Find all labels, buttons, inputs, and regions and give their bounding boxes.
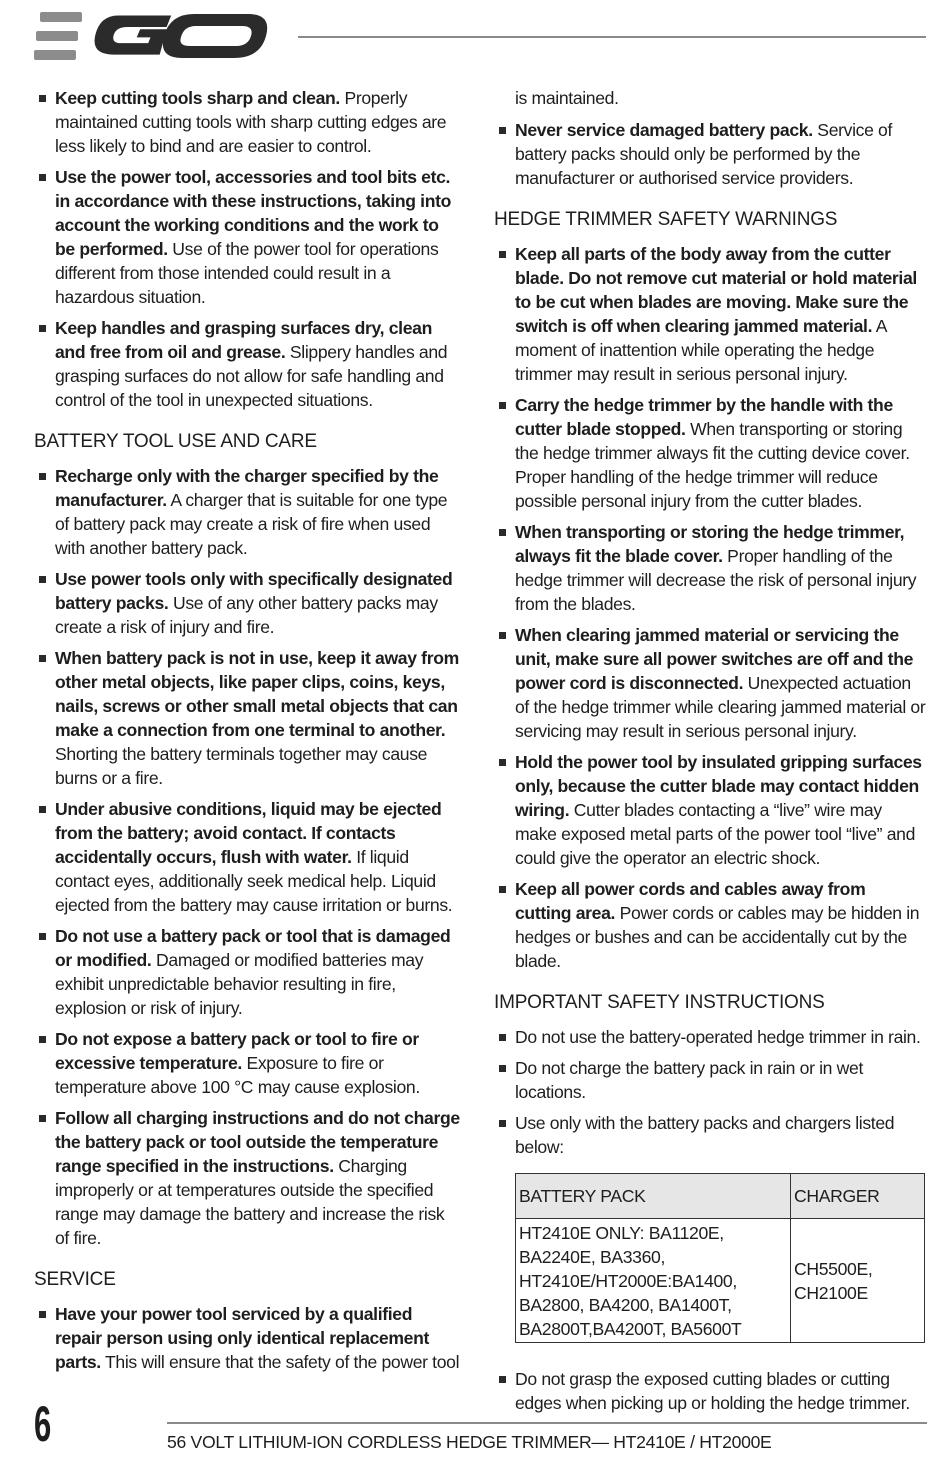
table-cell-chargers bbox=[791, 1219, 925, 1343]
list-item: Recharge only with the charger specified by the manufacturer. A charger that is suitable for one type of battery pack may create a risk of fire when used with another battery pack. bbox=[34, 464, 462, 560]
list-item: When transporting or storing the hedge trimmer, always fit the blade cover. Proper handling of the hedge trimmer will decrease the risk of personal injury from the blades. bbox=[494, 520, 926, 616]
list-item: When clearing jammed material or servicing the unit, make sure all power switches are off and the power cord is disconnected. Unexpected actuation of the hedge trimmer while clearing jammed material or servicing may result in serious personal injury. bbox=[494, 623, 926, 743]
section-heading-hedge: HEDGE TRIMMER SAFETY WARNINGS bbox=[494, 209, 838, 230]
list-item: Do not use a battery pack or tool that is damaged or modified. Damaged or modified batteries may exhibit unpredictable behavior resulting in fire, explosion or risk of injury. bbox=[34, 924, 462, 1020]
bullet-square-icon bbox=[499, 402, 506, 409]
list-item: Have your power tool serviced by a qualified repair person using only identical replacement parts. This will ensure that the safety of the power tool bbox=[34, 1302, 462, 1374]
bullet-square-icon bbox=[39, 473, 46, 480]
list-item: Do not expose a battery pack or tool to fire or excessive temperature. Exposure to fire or temperature above 100 °C may cause explosion. bbox=[34, 1027, 462, 1099]
section-heading-service: SERVICE bbox=[34, 1269, 116, 1290]
bullet-square-icon bbox=[499, 251, 506, 258]
battery-charger-table bbox=[515, 1173, 925, 1343]
list-item: Do not charge the battery pack in rain or in wet locations. bbox=[494, 1056, 926, 1104]
section-heading-battery: BATTERY TOOL USE AND CARE bbox=[34, 431, 317, 452]
bullet-square-icon bbox=[39, 1036, 46, 1043]
bullet-square-icon bbox=[39, 933, 46, 940]
table-header-charger: CHARGER bbox=[791, 1174, 925, 1219]
list-item: Carry the hedge trimmer by the handle with the cutter blade stopped. When transporting or storing the hedge trimmer always fit the cutting device cover. Proper handling of the hedge trimmer will reduce possible personal injury from the cutter blades. bbox=[494, 393, 926, 513]
battery-pack-line: HT2410E ONLY: BA1120E, bbox=[519, 1223, 724, 1243]
list-item: Use power tools only with specifically designated battery packs. Use of any other battery packs may create a risk of injury and fire. bbox=[34, 567, 462, 639]
table-cell-battery-packs bbox=[516, 1219, 791, 1343]
list-item: Keep handles and grasping surfaces dry, clean and free from oil and grease. Slippery handles and grasping surfaces do not allow for safe handling and control of the tool in unexpected situations. bbox=[34, 316, 462, 412]
battery-pack-line: HT2410E/HT2000E:BA1400, bbox=[519, 1271, 737, 1291]
bullet-square-icon bbox=[39, 806, 46, 813]
bullet-square-icon bbox=[39, 174, 46, 181]
bullet-square-icon bbox=[499, 1376, 506, 1383]
bullet-square-icon bbox=[39, 325, 46, 332]
bullet-square-icon bbox=[499, 1034, 506, 1041]
bullet-square-icon bbox=[499, 529, 506, 536]
list-item: Hold the power tool by insulated gripping surfaces only, because the cutter blade may contact hidden wiring. Cutter blades contacting a “live” wire may make exposed metal parts of the power tool “live” and could give the operator an electric shock. bbox=[494, 750, 926, 870]
bullet-square-icon bbox=[39, 1311, 46, 1318]
header-rule bbox=[298, 36, 926, 38]
battery-pack-line: BA2800, BA4200, BA1400T, bbox=[519, 1295, 732, 1315]
bullet-square-icon bbox=[39, 655, 46, 662]
bullet-square-icon bbox=[499, 886, 506, 893]
table-header-battery: BATTERY PACK bbox=[516, 1174, 791, 1219]
list-item: Follow all charging instructions and do not charge the battery pack or tool outside the temperature range specified in the instructions. Charging improperly or at temperatures outside the specified range may damage the battery and increase the risk of fire. bbox=[34, 1106, 462, 1250]
bullet-square-icon bbox=[39, 576, 46, 583]
list-item: Keep all power cords and cables away from cutting area. Power cords or cables may be hidden in hedges or bushes and can be accidentally cut by the blade. bbox=[494, 877, 926, 973]
bullet-square-icon bbox=[499, 127, 506, 134]
list-item: Do not grasp the exposed cutting blades or cutting edges when picking up or holding the hedge trimmer. bbox=[494, 1367, 926, 1415]
bullet-square-icon bbox=[499, 759, 506, 766]
list-item: Use only with the battery packs and chargers listed below: bbox=[494, 1111, 926, 1159]
left-column bbox=[34, 86, 462, 1381]
list-item: Never service damaged battery pack. Service of battery packs should only be performed by the manufacturer or authorised service providers. bbox=[494, 118, 926, 190]
ego-logo bbox=[34, 10, 274, 62]
footer-title: 56 VOLT LITHIUM-ION CORDLESS HEDGE TRIMMER— HT2410E / HT2000E bbox=[167, 1432, 772, 1452]
battery-pack-line: BA2800T,BA4200T, BA5600T bbox=[519, 1319, 742, 1339]
page-number: 6 bbox=[34, 1396, 52, 1452]
battery-pack-line: BA2240E, BA3360, bbox=[519, 1247, 666, 1267]
list-item: When battery pack is not in use, keep it away from other metal objects, like paper clips, coins, keys, nails, screws or other small metal objects that can make a connection from one terminal to another. Shorting the battery terminals together may cause burns or a fire. bbox=[34, 646, 462, 790]
list-item: Keep cutting tools sharp and clean. Properly maintained cutting tools with sharp cutting edges are less likely to bind and are easier to control. bbox=[34, 86, 462, 158]
list-item: Use the power tool, accessories and tool bits etc. in accordance with these instructions, taking into account the working conditions and the work to be performed. Use of the power tool for operations different from those intended could result in a hazardous situation. bbox=[34, 165, 462, 309]
bullet-square-icon bbox=[39, 1115, 46, 1122]
bullet-square-icon bbox=[499, 632, 506, 639]
list-item: Under abusive conditions, liquid may be ejected from the battery; avoid contact. If contacts accidentally occurs, flush with water. If liquid contact eyes, additionally seek medical help. Liquid ejected from the battery may cause irritation or burns. bbox=[34, 797, 462, 917]
table-row bbox=[516, 1219, 925, 1343]
continued-text: is maintained. bbox=[515, 88, 619, 108]
list-item: Keep all parts of the body away from the cutter blade. Do not remove cut material or hold material to be cut when blades are moving. Make sure the switch is off when clearing jammed material. A moment of inattention while operating the hedge trimmer may result in serious personal injury. bbox=[494, 242, 926, 386]
table-header-row bbox=[516, 1174, 925, 1219]
footer-rule bbox=[167, 1422, 927, 1424]
charger-line: CH5500E, bbox=[794, 1258, 873, 1279]
bullet-square-icon bbox=[499, 1065, 506, 1072]
right-column bbox=[494, 86, 926, 1422]
list-item: Do not use the battery-operated hedge trimmer in rain. bbox=[494, 1025, 926, 1049]
bullet-square-icon bbox=[39, 95, 46, 102]
bullet-square-icon bbox=[499, 1120, 506, 1127]
charger-line: CH2100E bbox=[794, 1282, 868, 1303]
section-heading-important: IMPORTANT SAFETY INSTRUCTIONS bbox=[494, 992, 825, 1013]
